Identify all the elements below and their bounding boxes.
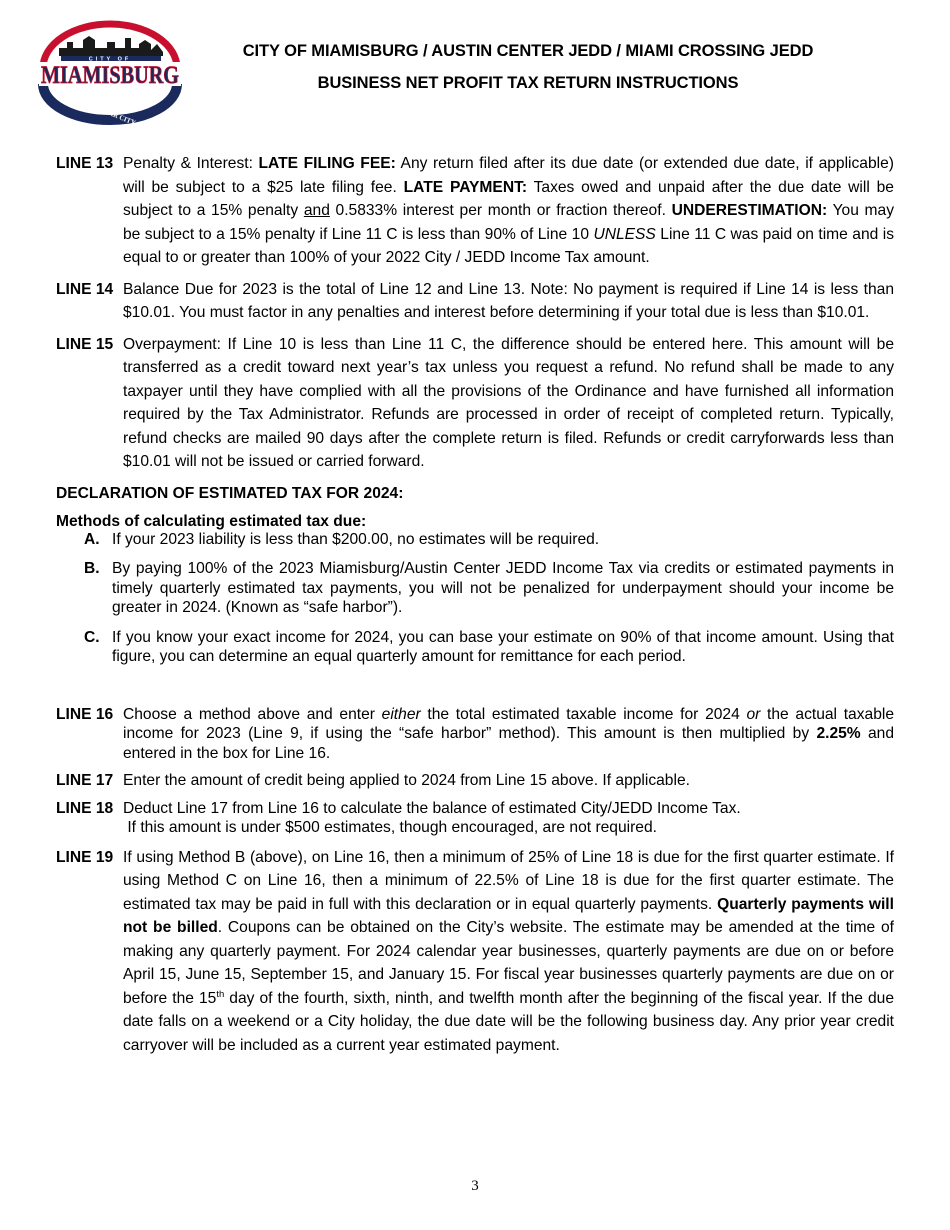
methods-title: Methods of calculating estimated tax due: bbox=[56, 512, 367, 530]
logo-main-text: MIAMISBURG bbox=[41, 62, 179, 89]
method-a-text: If your 2023 liability is less than $200.00, no estimates will be required. bbox=[112, 530, 600, 548]
line-16-label: LINE 16 bbox=[56, 705, 114, 723]
line-19-label: LINE 19 bbox=[56, 848, 114, 866]
header-title-line2: BUSINESS NET PROFIT TAX RETURN INSTRUCTIONS bbox=[317, 74, 739, 92]
line-19-text: If using Method B (above), on Line 16, then a minimum of 25% of Line 18 is due for the first quarter estimate. If using Method C on Line 16, then a minimum of 22.5% of Line 18 is due for the first quarter estimate. The estimated tax may be paid in full with this declaration or in equal quarterly payments. Quarterly payments will not be billed. Coupons can be obtained on the City’s website. The estimate may be amended at the time of making any quarterly payment. For 2024 calendar year businesses, quarterly payments are due on or before April 15, June 15, September 15, and January 15. For fiscal year businesses quarterly payments are due on or before the 15th day of the fourth, sixth, ninth, and twelfth month after the beginning of the fiscal year. If the due date falls on a weekend or a City holiday, the due date will be the following business day. Any prior year credit carryover will be included as a current year estimated payment. bbox=[123, 848, 894, 1054]
line-13-label: LINE 13 bbox=[56, 155, 114, 172]
line-14-section bbox=[56, 278, 894, 325]
method-b-label: B. bbox=[84, 560, 100, 577]
line-18-label: LINE 18 bbox=[56, 799, 114, 817]
line-15-section bbox=[56, 333, 894, 474]
line-17-text: Enter the amount of credit being applied to 2024 from Line 15 above. If applicable. bbox=[123, 772, 690, 789]
logo-bottom-text: OHIO'S STAR CITY bbox=[76, 96, 139, 128]
line-16-text: Choose a method above and enter either the total estimated taxable income for 2024 or the actual taxable income for 2023 (Line 9, if using the “safe harbor” method). This amount is then multiplied by 2.25% and entered in the box for Line 16. bbox=[123, 705, 895, 762]
declaration-title: DECLARATION OF ESTIMATED TAX FOR 2024: bbox=[56, 484, 404, 502]
method-c bbox=[56, 628, 894, 667]
miamisburg-logo bbox=[37, 22, 183, 128]
method-b-text: By paying 100% of the 2023 Miamisburg/Austin Center JEDD Income Tax via credits or estimated payments in timely quarterly estimated tax payments, you will not be penalized for underpayment should your income be greater in 2024. (Known as “safe harbor”). bbox=[112, 560, 894, 616]
line-14-label: LINE 14 bbox=[56, 280, 114, 298]
line-14-text: Balance Due for 2023 is the total of Line 12 and Line 13. Note: No payment is required if Line 14 is less than $10.01. You must factor in any penalties and interest before determining if your total due is less than $10.01. bbox=[123, 280, 894, 321]
method-c-label: C. bbox=[84, 628, 100, 646]
line-18-text: Deduct Line 17 from Line 16 to calculate the balance of estimated City/JEDD Income Tax. If this amount is under $500 estimates, though encouraged, are not required. bbox=[123, 799, 741, 836]
method-c-text: If you know your exact income for 2024, you can base your estimate on 90% of that income amount. Using that figure, you can determine an equal quarterly amount for remittance for each period. bbox=[112, 628, 894, 665]
line-13-text: Penalty & Interest: LATE FILING FEE: Any return filed after its due date (or extended due date, if applicable) will be subject to a $25 late filing fee. LATE PAYMENT: Taxes owed and unpaid after the due date will be subject to a 15% penalty and 0.5833% interest per month or fraction thereof. UNDERESTIMATION: You may be subject to a 15% penalty if Line 11 C is less than 90% of Line 10 UNLESS Line 11 C was paid on time and is equal to or greater than 100% of your 2022 City / JEDD Income Tax amount. bbox=[123, 155, 894, 266]
logo-top-text: CITY OF bbox=[88, 56, 132, 63]
line-15-text: Overpayment: If Line 10 is less than Line 11 C, the difference should be entered here. This amount will be transferred as a credit toward next year’s tax unless you request a refund. No refund shall be made to any taxpayer until they have complied with all the provisions of the Ordinance and have furnished all information required by the Tax Administrator. Refunds are processed in order of receipt of completed return. Typically, refund checks are mailed 90 days after the complete return is filed. Refunds or credit carryforwards less than $10.01 will not be issued or carried forward. bbox=[123, 335, 894, 470]
instructions-body bbox=[56, 152, 894, 1057]
method-a-label: A. bbox=[84, 530, 100, 548]
line-19-section bbox=[56, 846, 894, 1058]
method-b bbox=[56, 559, 894, 618]
line-17-label: LINE 17 bbox=[56, 772, 114, 789]
header-title-line1: CITY OF MIAMISBURG / AUSTIN CENTER JEDD / MIAMI CROSSING JEDD bbox=[242, 42, 814, 60]
line-17-section bbox=[56, 771, 894, 791]
line-18-section bbox=[56, 799, 894, 838]
line-15-label: LINE 15 bbox=[56, 335, 114, 353]
method-a bbox=[56, 530, 894, 550]
page-number: 3 bbox=[471, 1178, 479, 1194]
line-16-section bbox=[56, 705, 894, 764]
line-13-section bbox=[56, 152, 894, 270]
